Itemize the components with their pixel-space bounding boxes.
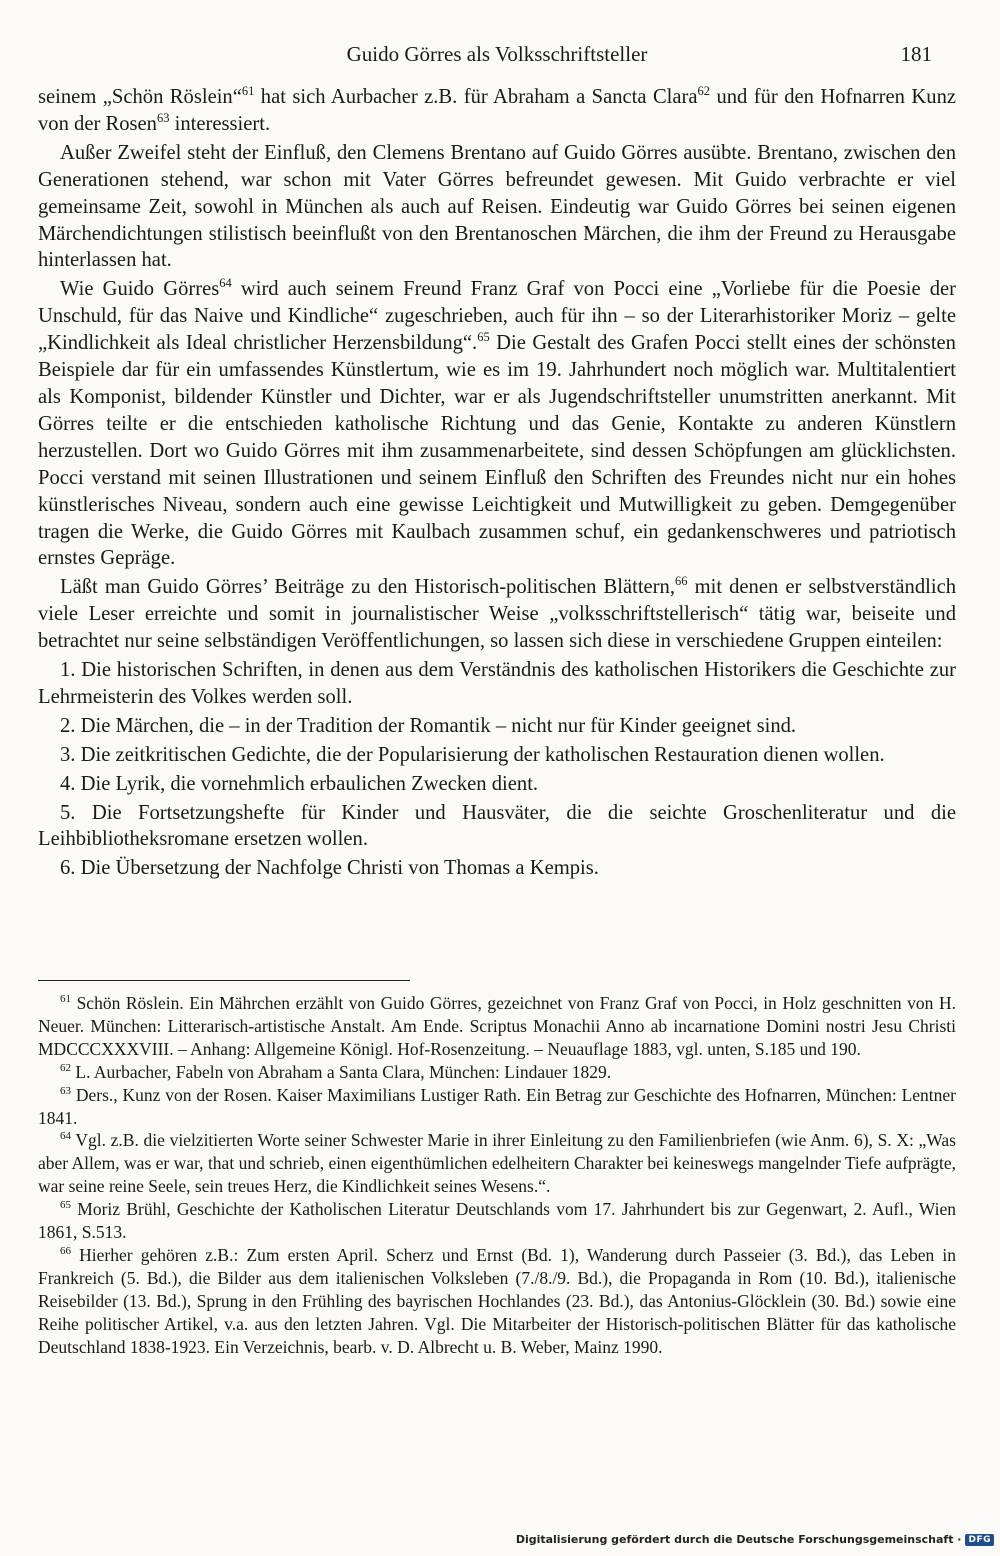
- digitization-credit: [516, 1533, 994, 1546]
- page-number: 181: [900, 42, 932, 66]
- main-text: [38, 84, 956, 884]
- footnote-text: Ders., Kunz von der Rosen. Kaiser Maximilians Lustiger Rath. Ein Betrag zur Geschichte des Hofnarren, München: Lentner 1841.: [38, 1084, 957, 1128]
- paragraph: [38, 84, 956, 138]
- footnote-text: Schön Röslein. Ein Mährchen erzählt von Guido Görres, gezeichnet von Franz Graf von Pocci, in Holz geschnitten von H. Neuer. München: Litterarisch-artistische Anstalt. Am Ende. Scriptus Monachii Anno ab incarnatione Domini nostri Jesu Christi MDCCCXXXVIII. – Anhang: Allgemeine Königl. Hof-Rosenzeitung. – Neuauflage 1883, vgl. unten, S.185 und 190.: [38, 993, 956, 1059]
- footnote-number: 62: [60, 1061, 71, 1074]
- footnote-number: 61: [60, 993, 71, 1005]
- footnote-ref: 62: [697, 84, 711, 98]
- footnote: [38, 1129, 956, 1198]
- paragraphs: [38, 84, 956, 655]
- list-item: 6. Die Übersetzung der Nachfolge Christi von Thomas a Kempis.: [60, 857, 599, 880]
- credit-text: Digitalisierung gefördert durch die Deutsche Forschungsgemeinschaft ·: [515, 1533, 962, 1546]
- footnote: [38, 1061, 956, 1084]
- footnote-number: 64: [60, 1130, 71, 1143]
- paragraph-text: mit denen er selbstverständlich viele Leser erreichte und somit in journalistischer Weise „volksschriftstellerisch“ tätig war, beiseite und betrachtet nur seine selbständigen Veröffentlichungen, so lassen sich diese in verschiedene Gruppen einteilen:: [38, 576, 957, 653]
- footnote-ref: 65: [477, 330, 490, 345]
- footnote-number: 65: [60, 1199, 71, 1212]
- footnote-rule: [38, 980, 410, 981]
- paragraph-text: interessiert.: [169, 112, 271, 135]
- running-header: [38, 42, 956, 72]
- running-title: Guido Görres als Volksschriftsteller: [346, 42, 648, 66]
- group-list: [38, 657, 956, 882]
- list-item: 1. Die historischen Schriften, in denen aus dem Verständnis des katholischen Historikers die Geschichte zur Lehrmeisterin des Volkes werden soll.: [38, 659, 956, 708]
- paragraph: [38, 140, 956, 275]
- footnote-text: Moriz Brühl, Geschichte der Katholischen Literatur Deutschlands vom 17. Jahrhundert bis zur Gegenwart, 2. Aufl., Wien 1861, S.513.: [38, 1199, 956, 1243]
- footnote: [38, 1084, 956, 1130]
- paragraph-text: Die Gestalt des Grafen Pocci stellt eines der schönsten Beispiele dar für ein umfassendes Künstlertum, wie es im 19. Jahrhundert noch möglich war. Multitalentiert als Komponist, bildender Künstler und Dichter, war er als Jugendschriftsteller unumstritten anerkannt. Mit Görres teilte er die entschieden katholische Richtung und das Genie, Kontakte zu anderen Künstlern herzustellen. Dort wo Guido Görres mit ihm zusammenarbeitete, sind dessen Schöpfungen am glücklichsten. Pocci verstand mit seinen Illustrationen und seinem Einfluß den Schriften des Freundes nicht nur ein hohes künstlerisches Niveau, sondern auch eine gewisse Leichtigkeit und Mutwilligkeit zu geben. Demgegenüber tragen die Werke, die Guido Görres mit Kaulbach zusammen schuf, ein gedankenschweres und patriotisch ernstes Gepräge.: [38, 332, 956, 570]
- list-item: 3. Die zeitkritischen Gedichte, die der Popularisierung der katholischen Restauration dienen wollen.: [60, 743, 885, 766]
- footnote: [38, 1198, 956, 1244]
- footnote-number: 66: [60, 1244, 71, 1257]
- footnote: [38, 1244, 956, 1359]
- paragraph-text: seinem „Schön Röslein“: [38, 86, 242, 108]
- paragraph-text: Außer Zweifel steht der Einfluß, den Clemens Brentano auf Guido Görres ausübte. Brentano, zwischen den Generationen stehend, war schon mit Vater Görres befreundet gewesen. Mit Guido verbrachte er viel gemeinsame Zeit, sowohl in München als auch auf Reisen. Eindeutig war Guido Görres bei seinen eigenen Märchendichtungen stilistisch beeinflußt von den Brentanoschen Märchen, die ihm der Freund zu Herausgabe hinterlassen hat.: [38, 141, 956, 272]
- footnote-number: 63: [60, 1084, 71, 1097]
- paragraph: [38, 276, 956, 572]
- footnote-ref: 63: [156, 110, 170, 125]
- footnote-text: L. Aurbacher, Fabeln von Abraham a Santa Clara, München: Lindauer 1829.: [75, 1061, 612, 1082]
- footnote-text: Vgl. z.B. die vielzitierten Worte seiner Schwester Marie in ihrer Einleitung zu den Familienbriefen (wie Anm. 6), S. X: „Was aber Allem, was er war, that und schrieb, einen eigenthümlichen edelheitern Charakter bei keineswegs mangelnder Tiefe aufprägte, war seine reine Seele, sein treues Herz, die Kindlichkeit seines Wesens.“.: [38, 1130, 956, 1197]
- footnotes: [38, 992, 956, 1359]
- footnote-text: Hierher gehören z.B.: Zum ersten April. Scherz und Ernst (Bd. 1), Wanderung durch Passeier (3. Bd.), das Leben in Frankreich (5. Bd.), die Bilder aus dem italienischen Volksleben (7./8./9. Bd.), die Propaganda in Rom (10. Bd.), italienische Reisebilder (13. Bd.), Sprung in den Frühling des bayrischen Hochlandes (23. Bd.), das Antonius-Glöcklein (30. Bd.) sowie eine Reihe politischer Artikel, v.a. aus den letzten Jahren. Vgl. Die Mitarbeiter der Historisch-politischen Blätter für das katholische Deutschland 1838-1923. Ein Verzeichnis, bearb. v. D. Albrecht u. B. Weber, Mainz 1990.: [38, 1244, 957, 1357]
- footnote-ref: 61: [241, 84, 255, 98]
- paragraph-text: Wie Guido Görres: [60, 278, 220, 301]
- paragraph-text: Läßt man Guido Görres’ Beiträge zu den Historisch-politischen Blättern,: [60, 576, 675, 599]
- paragraph: [38, 574, 956, 655]
- footnote-ref: 66: [675, 574, 688, 589]
- paragraph-text: hat sich Aurbacher z.B. für Abraham a Sancta Clara: [254, 86, 698, 108]
- paragraph-text: wird auch seinem Freund Franz Graf von Pocci eine „Vorliebe für die Poesie der Unschuld, für das Naive und Kindliche“ zugeschrieben, auch für ihn – so der Literarhistoriker Moriz – gelte „Kindlichkeit als Ideal christlicher Herzensbildung“.: [38, 278, 956, 355]
- paragraph-text: und für den Hofnarren Kunz von der Rosen: [38, 86, 957, 135]
- footnote-ref: 64: [219, 276, 232, 291]
- footnote: [38, 992, 956, 1061]
- dfg-logo: DFG: [965, 1534, 994, 1546]
- list-item: 4. Die Lyrik, die vornehmlich erbaulichen Zwecken dient.: [60, 772, 539, 795]
- list-item: 2. Die Märchen, die – in der Tradition der Romantik – nicht nur für Kinder geeignet sind.: [60, 714, 797, 737]
- list-item: 5. Die Fortsetzungshefte für Kinder und Hausväter, die die seichte Groschenliteratur und die Leihbibliotheksromane ersetzen wollen.: [38, 801, 956, 851]
